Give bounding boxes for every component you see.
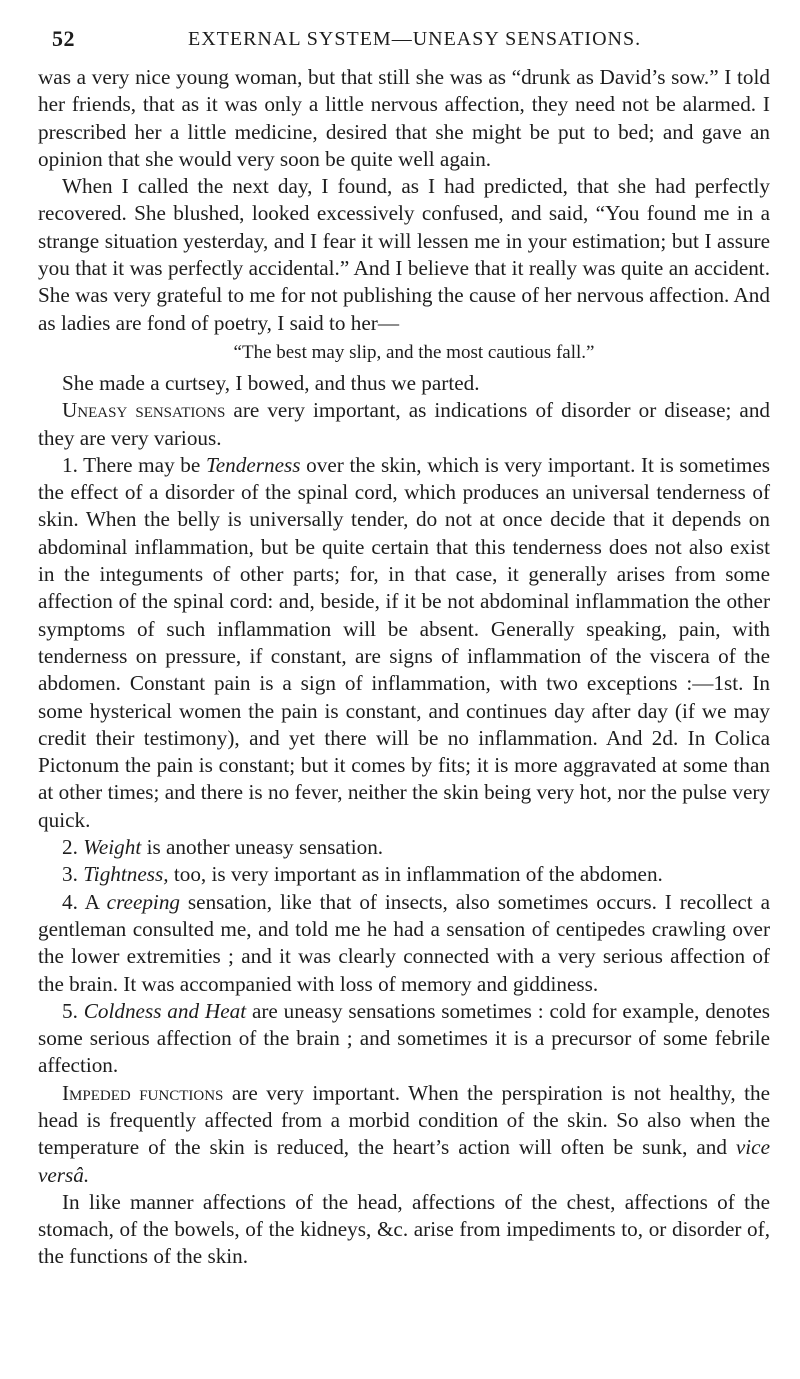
section-lead: Impeded functions [62,1080,224,1105]
verse-quote: “The best may slip, and the most cautious fall.” [233,341,595,363]
paragraph-text: are uneasy sensations sometimes : cold for example, denotes some serious affection of the brain ; and sometimes it is a precursor of some febrile affection. [38,998,771,1078]
paragraph [38,861,770,888]
running-title: EXTERNAL SYSTEM—UNEASY SENSATIONS. [188,28,642,50]
paragraph [38,452,770,834]
item-number: 3. [62,862,84,887]
paragraph: She made a curtsey, I bowed, and thus we parted. [62,370,480,395]
paragraph [38,1080,770,1189]
item-number: 5. [62,998,84,1023]
paragraph [38,834,770,861]
body-text [38,64,770,1271]
paragraph-text: sensation, like that of insects, also sometimes occurs. I recollect a gentleman consulted me, and told me he had a sensation of centipedes crawling over the lower extremities ; and it was clearly connected with a very serious affection of the brain. It was accompanied with loss of memory and giddiness. [38,889,770,996]
paragraph [38,889,770,998]
running-head [38,22,770,56]
paragraph-text: over the skin, which is very important. It is sometimes the effect of a disorder of the spinal cord, which produces an universal tenderness of skin. When the belly is universally tender, do not at once decide that it depends on abdominal inflammation, but be quite certain that this tenderness does not also exist in the integuments of other parts; for, in that case, it generally arises from some affection of the spinal cord: and, beside, if it be not abdominal inflammation the other symptoms of such inflammation will be absent. Generally speaking, pain, with tenderness on pressure, if constant, are signs of inflammation of the viscera of the abdomen. Constant pain is a sign of inflammation, with two exceptions :—1st. In some hysterical women the pain is constant, and continues day after day (if we may credit their testimony), and yet there will be no inflammation. And 2d. In Colica Pictonum the pain is constant; but it comes by fits; it is more aggravated at some than at other times; and there is no fever, neither the skin being very hot, nor the pulse very quick. [38,452,770,832]
paragraph-text: are very important. When the perspiration is not healthy, the head is frequently affected from a morbid condition of the skin. So also when the temperature of the skin is reduced, the heart’s action will often be sunk, and [38,1080,771,1160]
paragraph-text: is another uneasy sensation. [141,835,384,860]
paragraph [38,998,770,1080]
italic-term: Tenderness [205,452,301,477]
paragraph-text: too, is very important as in inflammation of the abdomen. [168,862,663,887]
paragraph: was a very nice young woman, but that still she was as “drunk as David’s sow.” I told her friends, that as it was only a little nervous affection, they need not be alarmed. I prescribed her a little medicine, desired that she might be put to bed; and gave an opinion that she would very soon be quite well again. [38,65,770,171]
item-number: 2. [62,835,84,860]
page-number: 52 [52,26,75,51]
italic-term: Tightness, [83,862,169,887]
paragraph [38,397,770,452]
section-lead: Uneasy sensations [62,398,226,423]
item-number: 1. There may be [62,452,206,477]
paragraph: In like manner affections of the head, affections of the chest, affections of the stomach, of the bowels, of the kidneys, &c. arise from impediments to, or disorder of, the functions of the skin. [38,1189,770,1269]
book-page [38,22,770,1271]
italic-term: creeping [106,889,181,914]
paragraph: When I called the next day, I found, as I had predicted, that she had perfectly recovered. She blushed, looked excessively confused, and said, “You found me in a strange situation yesterday, and I fear it will lessen me in your estimation; but I assure you that it was perfectly accidental.” And I believe that it really was quite an accident. She was very grateful to me for not publishing the cause of her nervous affection. And as ladies are fond of poetry, I said to her— [38,174,770,335]
italic-term: vice versâ. [38,1135,770,1187]
item-number: 4. A [62,889,107,914]
paragraph-text: are very important, as indications of disorder or disease; and they are very various. [38,398,771,450]
italic-term: Coldness and Heat [83,998,247,1023]
italic-term: Weight [83,835,142,860]
